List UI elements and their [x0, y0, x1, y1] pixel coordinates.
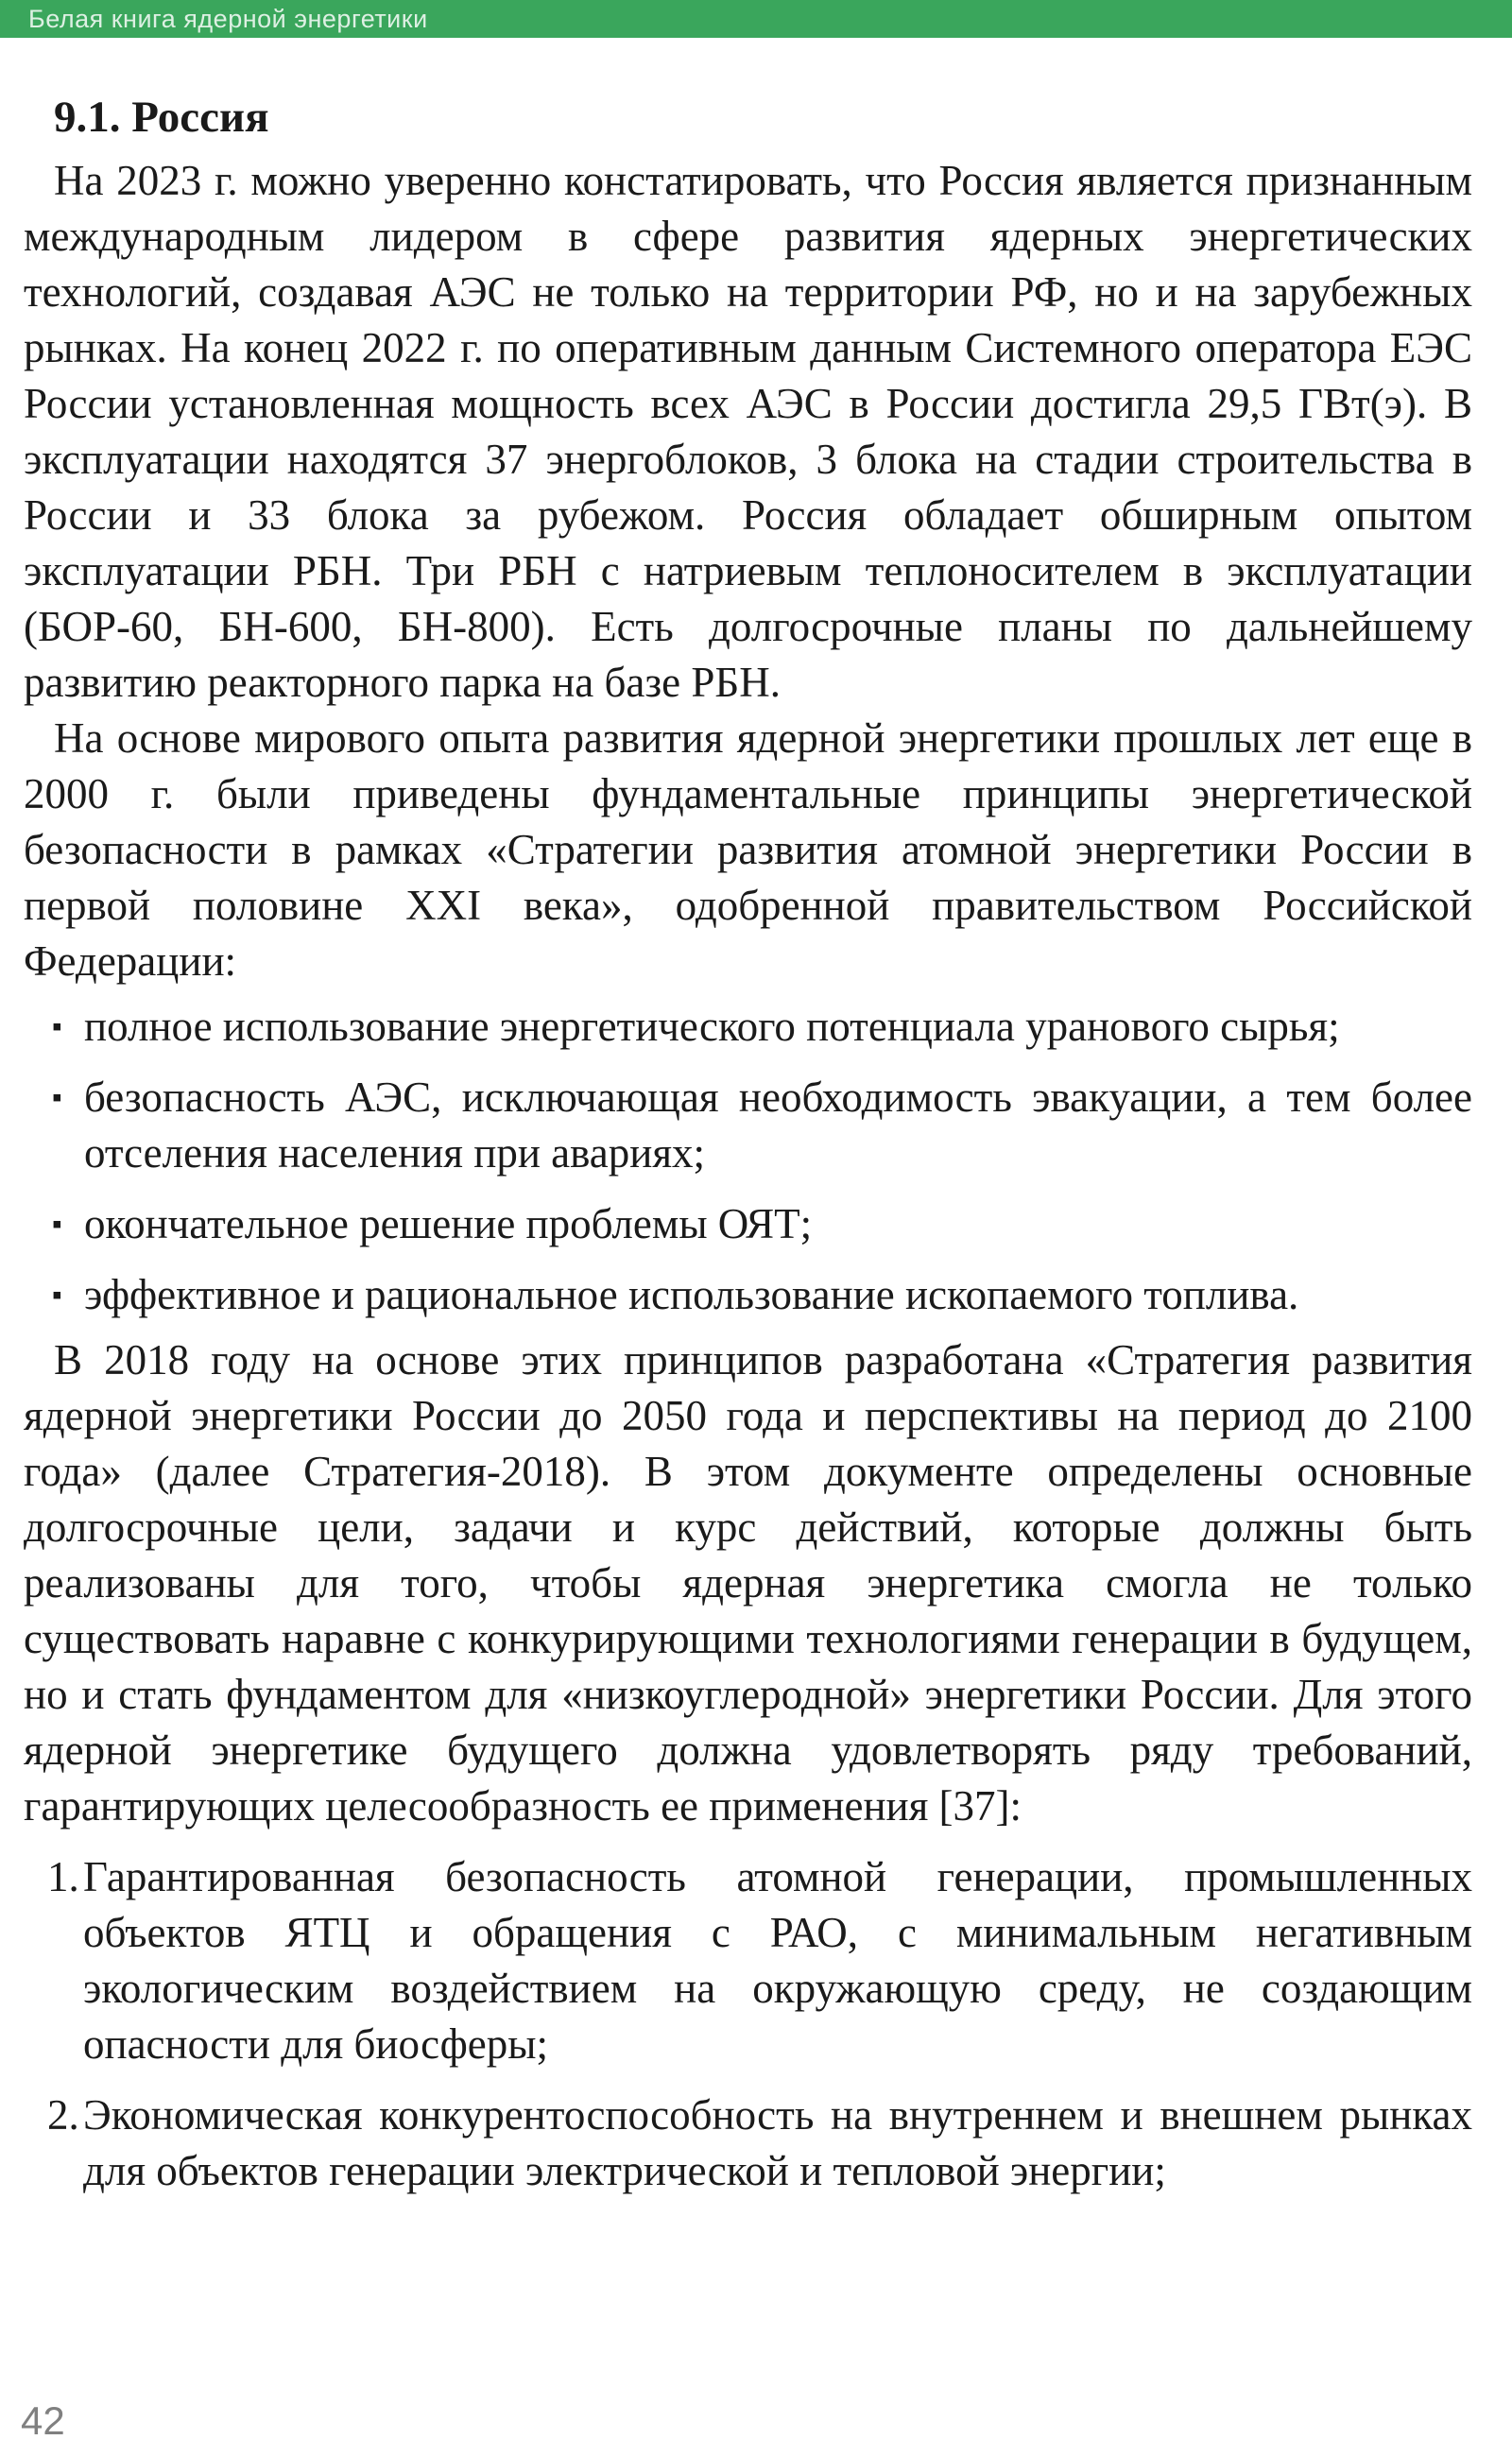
bullet-list [24, 999, 1472, 1323]
paragraph-2: На основе мирового опыта развития ядерной энергетики прошлых лет еще в 2000 г. были приведены фундаментальные принципы энергетической безопасности в рамках «Стратегии развития атомной энергетики России в первой половине XXI века», одобренной правительством Российской Федерации: [24, 714, 1472, 985]
page-number: 42 [21, 2398, 65, 2443]
square-bullet-icon: ▪ [52, 1011, 62, 1042]
numbered-list [24, 1849, 1472, 2199]
page-header-bar [0, 0, 1512, 38]
square-bullet-icon: ▪ [52, 1280, 62, 1311]
bullet-text: эффективное и рациональное использование ископаемого топлива. [84, 1271, 1299, 1318]
book-title: Белая книга ядерной энергетики [28, 4, 428, 33]
section-heading: 9.1. Россия [54, 93, 269, 142]
numbered-item [24, 2088, 1472, 2199]
bullet-item [24, 1070, 1472, 1181]
paragraph-1: На 2023 г. можно уверенно констатировать, что Россия является признанным международным лидером в сфере развития ядерных энергетических технологий, создавая АЭС не только на территории РФ, но и на зарубежных рынках. На конец 2022 г. по оперативным данным Системного оператора ЕЭС России установленная мощность всех АЭС в России достигла 29,5 ГВт(э). В эксплуатации находятся 37 энергоблоков, 3 блока на стадии строительства в России и 33 блока за рубежом. Россия обладает обширным опытом эксплуатации РБН. Три РБН с натриевым теплоносителем в эксплуатации (БОР-60, БН-600, БН-800). Есть долгосрочные планы по дальнейшему развитию реакторного парка на базе РБН. [24, 157, 1472, 706]
bullet-item [24, 1267, 1472, 1323]
square-bullet-icon: ▪ [52, 1082, 62, 1113]
bullet-text: окончательное решение проблемы ОЯТ; [84, 1200, 813, 1247]
item-number: 1. [47, 1853, 79, 1900]
paragraph-3: В 2018 году на основе этих принципов разработана «Стратегия развития ядерной энергетики России до 2050 года и перспективы на период до 2100 года» (далее Стратегия-2018). В этом документе определены основные долгосрочные цели, задачи и курс действий, которые должны быть реализованы для того, чтобы ядерная энергетика смогла не только существовать наравне с конкурирующими технологиями генерации в будущем, но и стать фундаментом для «низкоуглеродной» энергетики России. Для этого ядерной энергетике будущего должна удовлетворять ряду требований, гарантирующих целесообразность ее применения [37]: [24, 1336, 1472, 1830]
item-text: Экономическая конкурентоспособность на внутреннем и внешнем рынках для объектов генерации электрической и тепловой энергии; [83, 2091, 1472, 2194]
item-text: Гарантированная безопасность атомной генерации, промышленных объектов ЯТЦ и обращения с РАО, с минимальным негативным экологическим воздействием на окружающую среду, не создающим опасности для биосферы; [83, 1853, 1472, 2068]
bullet-text: безопасность АЭС, исключающая необходимость эвакуации, а тем более отселения населения при авариях; [84, 1074, 1472, 1177]
square-bullet-icon: ▪ [52, 1209, 62, 1240]
bullet-item [24, 1196, 1472, 1252]
page-content [0, 38, 1512, 2199]
bullet-text: полное использование энергетического потенциала уранового сырья; [84, 1003, 1340, 1050]
numbered-item [24, 1849, 1472, 2072]
item-number: 2. [47, 2091, 79, 2139]
page-footer [21, 2398, 65, 2444]
bullet-item [24, 999, 1472, 1055]
